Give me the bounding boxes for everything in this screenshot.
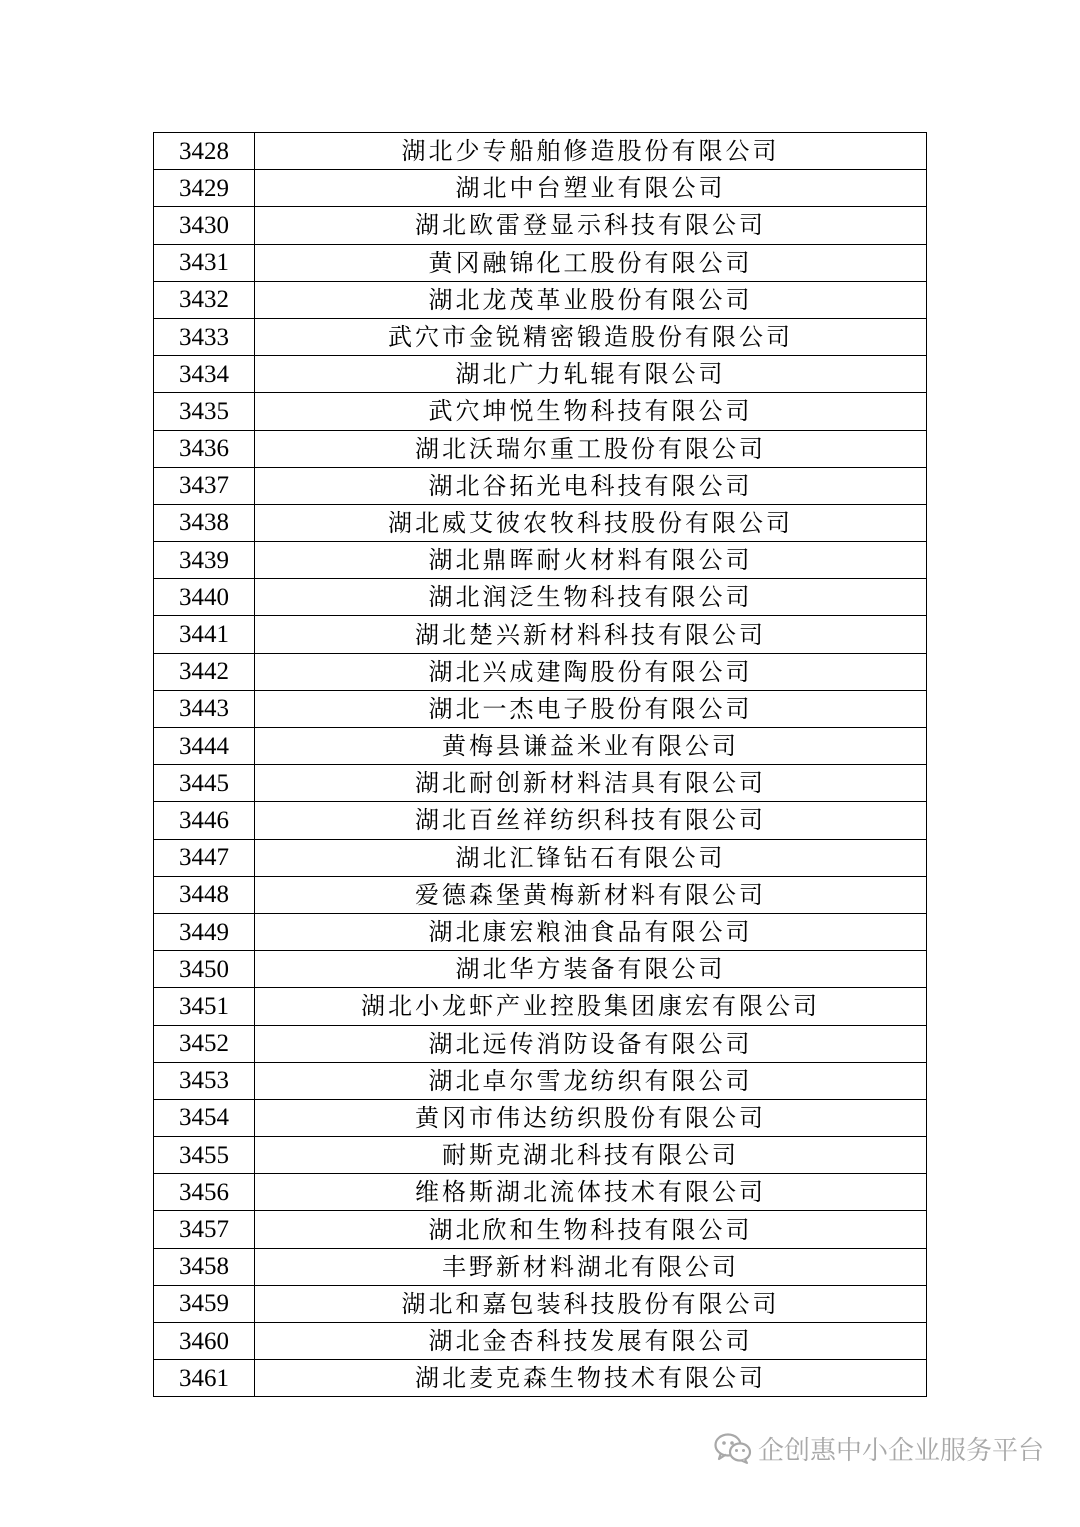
table-row	[154, 542, 927, 579]
company-name-cell: 黄梅县谦益米业有限公司	[255, 728, 927, 765]
row-number-cell: 3429	[154, 170, 255, 207]
table-row	[154, 579, 927, 616]
row-number-cell: 3456	[154, 1174, 255, 1211]
table-row	[154, 1174, 927, 1211]
table-row	[154, 207, 927, 244]
row-number-cell: 3434	[154, 356, 255, 393]
row-number-cell: 3459	[154, 1285, 255, 1322]
table-row	[154, 1099, 927, 1136]
row-number-cell: 3428	[154, 133, 255, 170]
row-number-cell: 3439	[154, 542, 255, 579]
company-list-body	[154, 133, 927, 1397]
table-row	[154, 802, 927, 839]
row-number-cell: 3453	[154, 1062, 255, 1099]
company-name-cell: 武穴市金锐精密锻造股份有限公司	[255, 318, 927, 355]
table-row	[154, 1211, 927, 1248]
wechat-icon	[714, 1432, 752, 1464]
row-number-cell: 3449	[154, 913, 255, 950]
company-name-cell: 湖北欧雷登显示科技有限公司	[255, 207, 927, 244]
row-number-cell: 3460	[154, 1323, 255, 1360]
company-name-cell: 湖北和嘉包装科技股份有限公司	[255, 1285, 927, 1322]
row-number-cell: 3441	[154, 616, 255, 653]
table-row	[154, 1025, 927, 1062]
table-row	[154, 467, 927, 504]
company-name-cell: 耐斯克湖北科技有限公司	[255, 1137, 927, 1174]
company-name-cell: 丰野新材料湖北有限公司	[255, 1248, 927, 1285]
row-number-cell: 3448	[154, 876, 255, 913]
company-name-cell: 湖北华方装备有限公司	[255, 951, 927, 988]
table-row	[154, 133, 927, 170]
company-name-cell: 湖北麦克森生物技术有限公司	[255, 1360, 927, 1397]
company-name-cell: 黄冈市伟达纺织股份有限公司	[255, 1099, 927, 1136]
company-name-cell: 湖北耐创新材料洁具有限公司	[255, 765, 927, 802]
company-name-cell: 湖北兴成建陶股份有限公司	[255, 653, 927, 690]
row-number-cell: 3458	[154, 1248, 255, 1285]
row-number-cell: 3454	[154, 1099, 255, 1136]
company-name-cell: 湖北欣和生物科技有限公司	[255, 1211, 927, 1248]
table-row	[154, 170, 927, 207]
row-number-cell: 3432	[154, 281, 255, 318]
table-row	[154, 913, 927, 950]
company-name-cell: 黄冈融锦化工股份有限公司	[255, 244, 927, 281]
row-number-cell: 3447	[154, 839, 255, 876]
row-number-cell: 3444	[154, 728, 255, 765]
row-number-cell: 3451	[154, 988, 255, 1025]
row-number-cell: 3437	[154, 467, 255, 504]
table-row	[154, 653, 927, 690]
table-row	[154, 1137, 927, 1174]
watermark	[714, 1428, 1044, 1468]
company-name-cell: 湖北鼎晖耐火材料有限公司	[255, 542, 927, 579]
table-row	[154, 988, 927, 1025]
company-name-cell: 湖北康宏粮油食品有限公司	[255, 913, 927, 950]
row-number-cell: 3452	[154, 1025, 255, 1062]
table-row	[154, 690, 927, 727]
table-row	[154, 876, 927, 913]
company-name-cell: 维格斯湖北流体技术有限公司	[255, 1174, 927, 1211]
company-name-cell: 湖北润泛生物科技有限公司	[255, 579, 927, 616]
row-number-cell: 3445	[154, 765, 255, 802]
table-row	[154, 1285, 927, 1322]
company-name-cell: 湖北楚兴新材料科技有限公司	[255, 616, 927, 653]
company-name-cell: 湖北一杰电子股份有限公司	[255, 690, 927, 727]
company-name-cell: 湖北卓尔雪龙纺织有限公司	[255, 1062, 927, 1099]
row-number-cell: 3455	[154, 1137, 255, 1174]
company-name-cell: 湖北广力轧辊有限公司	[255, 356, 927, 393]
company-name-cell: 湖北小龙虾产业控股集团康宏有限公司	[255, 988, 927, 1025]
row-number-cell: 3461	[154, 1360, 255, 1397]
company-name-cell: 湖北威艾彼农牧科技股份有限公司	[255, 504, 927, 541]
row-number-cell: 3443	[154, 690, 255, 727]
company-name-cell: 湖北百丝祥纺织科技有限公司	[255, 802, 927, 839]
table-row	[154, 244, 927, 281]
row-number-cell: 3457	[154, 1211, 255, 1248]
table-row	[154, 430, 927, 467]
company-name-cell: 湖北金杏科技发展有限公司	[255, 1323, 927, 1360]
company-name-cell: 湖北少专船舶修造股份有限公司	[255, 133, 927, 170]
table-row	[154, 281, 927, 318]
company-name-cell: 爱德森堡黄梅新材料有限公司	[255, 876, 927, 913]
table-row	[154, 1248, 927, 1285]
row-number-cell: 3442	[154, 653, 255, 690]
table-row	[154, 504, 927, 541]
table-row	[154, 728, 927, 765]
table-row	[154, 1323, 927, 1360]
watermark-text: 企创惠中小企业服务平台	[757, 1435, 1044, 1466]
table-row	[154, 951, 927, 988]
company-name-cell: 湖北龙茂革业股份有限公司	[255, 281, 927, 318]
table-row	[154, 318, 927, 355]
row-number-cell: 3435	[154, 393, 255, 430]
table-row	[154, 393, 927, 430]
table-row	[154, 356, 927, 393]
row-number-cell: 3446	[154, 802, 255, 839]
row-number-cell: 3440	[154, 579, 255, 616]
company-name-cell: 湖北沃瑞尔重工股份有限公司	[255, 430, 927, 467]
company-name-cell: 湖北中台塑业有限公司	[255, 170, 927, 207]
table-row	[154, 765, 927, 802]
company-name-cell: 湖北汇锋钻石有限公司	[255, 839, 927, 876]
company-name-cell: 湖北远传消防设备有限公司	[255, 1025, 927, 1062]
table-row	[154, 616, 927, 653]
row-number-cell: 3431	[154, 244, 255, 281]
company-name-cell: 湖北谷拓光电科技有限公司	[255, 467, 927, 504]
table-row	[154, 1360, 927, 1397]
company-list-table	[153, 132, 927, 1397]
company-name-cell: 武穴坤悦生物科技有限公司	[255, 393, 927, 430]
table-row	[154, 839, 927, 876]
table-row	[154, 1062, 927, 1099]
row-number-cell: 3436	[154, 430, 255, 467]
row-number-cell: 3450	[154, 951, 255, 988]
row-number-cell: 3433	[154, 318, 255, 355]
row-number-cell: 3430	[154, 207, 255, 244]
row-number-cell: 3438	[154, 504, 255, 541]
